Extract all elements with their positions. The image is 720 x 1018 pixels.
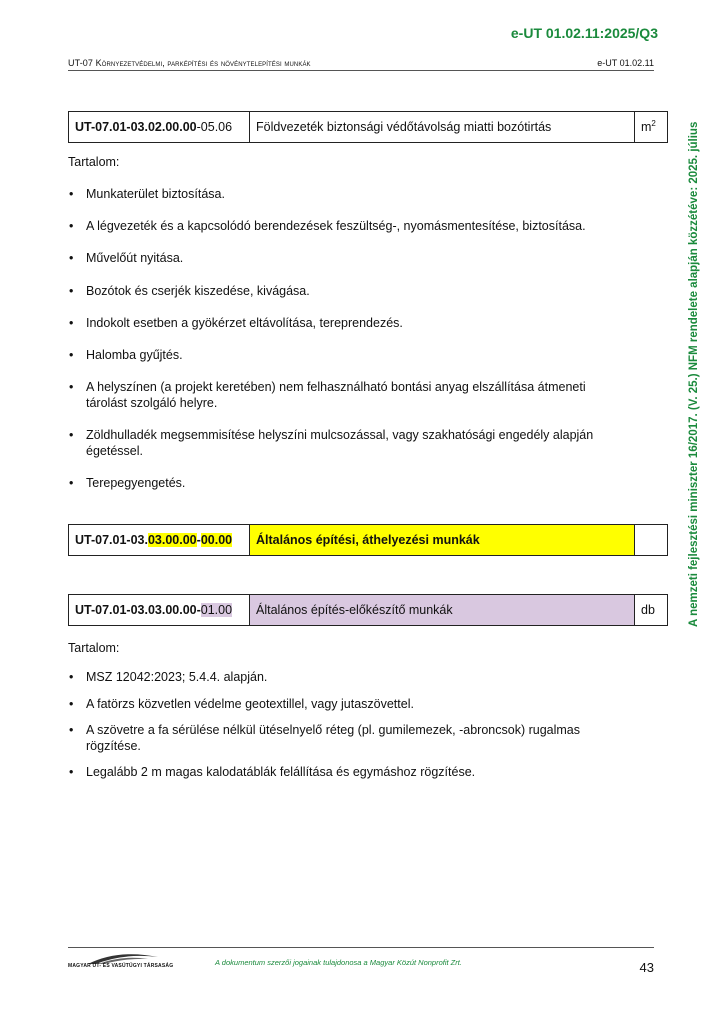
association-logo-text: MAGYAR ÚT- ÉS VASÚTÜGYI TÁRSASÁG — [68, 963, 174, 969]
header-reference: e-UT 01.02.11 — [597, 58, 654, 68]
item-unit-superscript: 2 — [651, 119, 656, 129]
item-unit-cell — [635, 112, 668, 143]
footer-rule — [68, 947, 654, 948]
list-item: • A szövetre a fa sérülése nélkül ütéselnyelő réteg (pl. gumilemezek, -abroncsok) rugalmas rögzítése. — [68, 722, 628, 754]
item-code-part: - — [196, 533, 201, 547]
item-code-highlight: 00.00 — [200, 533, 233, 547]
content-label-3: Tartalom: — [68, 641, 120, 655]
content-label-1: Tartalom: — [68, 155, 120, 169]
item-title: Földvezeték biztonsági védőtávolság miatti bozótirtás — [250, 112, 635, 143]
table-row — [69, 595, 668, 626]
item-code-cell — [69, 595, 250, 626]
item-title: Általános építés-előkészítő munkák — [250, 595, 635, 626]
item-unit: db — [635, 595, 668, 626]
item-code-highlight: 03.00.00 — [147, 533, 197, 547]
item-unit: m — [641, 120, 652, 135]
item-table-3 — [68, 594, 668, 626]
item-title: Általános építési, áthelyezési munkák — [250, 525, 635, 556]
table-row — [69, 525, 668, 556]
item-code-part: UT-07.01-03. — [75, 533, 148, 547]
list-item: • Indokolt esetben a gyökérzet eltávolítása, tereprendezés. — [68, 315, 628, 331]
list-item: • Halomba gyűjtés. — [68, 347, 628, 363]
table-row — [69, 112, 668, 143]
copyright-note: A dokumentum szerzői jogainak tulajdonosa a Magyar Közút Nonprofit Zrt. — [215, 958, 462, 967]
list-item: • A fatörzs közvetlen védelme geotextillel, vagy jutaszövettel. — [68, 696, 628, 712]
page-number: 43 — [639, 960, 654, 975]
item-table-2 — [68, 524, 668, 556]
list-item: • Munkaterület biztosítása. — [68, 186, 628, 202]
list-item: • Zöldhulladék megsemmisítése helyszíni mulcsozással, vagy szakhatósági engedély alapján égetéssel. — [68, 427, 628, 459]
bullet-list-3 — [68, 669, 628, 780]
list-item: • Művelőút nyitása. — [68, 250, 628, 266]
item-code-highlight: 01.00 — [200, 603, 233, 617]
item-code-suffix: -05.06 — [196, 120, 233, 134]
bullet-list-1 — [68, 186, 628, 491]
header-title: UT-07 Környezetvédelmi, parképítési és növénytelepítési munkák — [68, 58, 311, 68]
item-code-cell — [69, 525, 250, 556]
list-item: • Legalább 2 m magas kalodatáblák felállítása és egymáshoz rögzítése. — [68, 764, 628, 780]
header-rule — [68, 70, 654, 71]
list-item: • Bozótok és cserjék kiszedése, kivágása. — [68, 283, 628, 299]
item-unit — [635, 525, 668, 556]
item-code-cell — [69, 112, 250, 143]
list-item: • A helyszínen (a projekt keretében) nem felhasználható bontási anyag elszállítása átmeneti tárolást szolgáló helyre. — [68, 379, 628, 411]
list-item: • A légvezeték és a kapcsolódó berendezések feszültség-, nyomásmentesítése, biztosítása. — [68, 218, 628, 234]
item-table-1 — [68, 111, 668, 143]
document-code: e-UT 01.02.11:2025/Q3 — [510, 25, 658, 41]
side-publication-note: A nemzeti fejlesztési miniszter 16/2017. (V. 25.) NFM rendelete alapján közzétéve: 2025. július — [688, 121, 700, 627]
list-item: • MSZ 12042:2023; 5.4.4. alapján. — [68, 669, 628, 685]
list-item: • Terepegyengetés. — [68, 475, 628, 491]
association-logo-icon — [68, 951, 163, 973]
item-code-prefix: UT-07.01-03.03.00.00- — [75, 603, 201, 617]
item-code-prefix: UT-07.01-03.02.00.00 — [75, 120, 197, 134]
